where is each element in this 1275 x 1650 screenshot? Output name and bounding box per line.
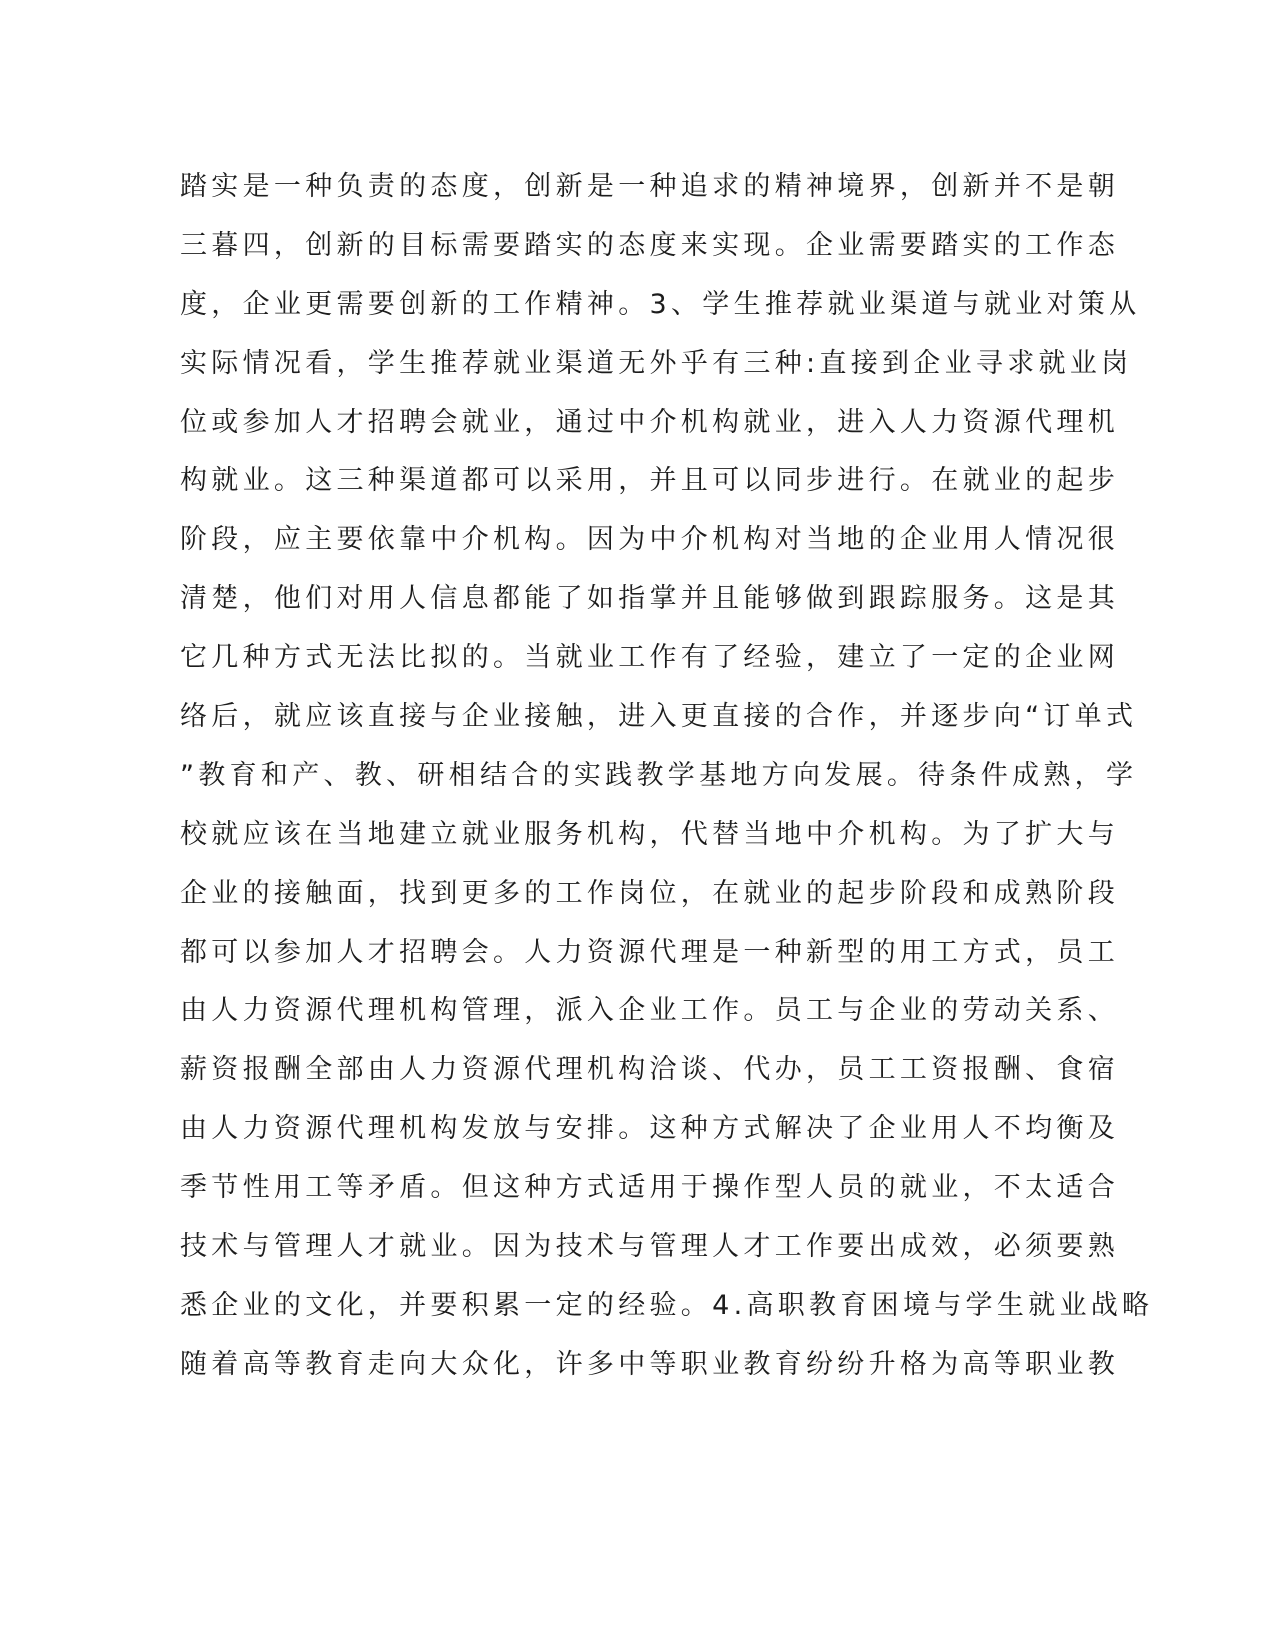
text-line: 度，企业更需要创新的工作精神。3、学生推荐就业渠道与就业对策从	[180, 288, 1141, 320]
text-line: 构就业。这三种渠道都可以采用，并且可以同步进行。在就业的起步	[180, 465, 1119, 497]
text-line: 它几种方式无法比拟的。当就业工作有了经验，建立了一定的企业网	[180, 642, 1119, 674]
text-line: 季节性用工等矛盾。但这种方式适用于操作型人员的就业，不太适合	[180, 1172, 1119, 1204]
text-line: ”教育和产、教、研相结合的实践教学基地方向发展。待条件成熟，学	[180, 759, 1138, 791]
text-line: 实际情况看，学生推荐就业渠道无外乎有三种:直接到企业寻求就业岗	[180, 347, 1133, 379]
text-line: 随着高等教育走向大众化，许多中等职业教育纷纷升格为高等职业教	[180, 1348, 1119, 1380]
text-line: 技术与管理人才就业。因为技术与管理人才工作要出成效，必须要熟	[180, 1231, 1119, 1263]
body-text	[180, 158, 1154, 1395]
text-line: 悉企业的文化，并要积累一定的经验。4.高职教育困境与学生就业战略	[180, 1289, 1154, 1321]
text-line: 阶段，应主要依靠中介机构。因为中介机构对当地的企业用人情况很	[180, 524, 1119, 556]
text-line: 清楚，他们对用人信息都能了如指掌并且能够做到跟踪服务。这是其	[180, 583, 1119, 615]
text-line: 企业的接触面，找到更多的工作岗位，在就业的起步阶段和成熟阶段	[180, 877, 1119, 909]
text-line: 三暮四，创新的目标需要踏实的态度来实现。企业需要踏实的工作态	[180, 229, 1119, 261]
text-line: 由人力资源代理机构管理，派入企业工作。员工与企业的劳动关系、	[180, 995, 1119, 1027]
text-line: 由人力资源代理机构发放与安排。这种方式解决了企业用人不均衡及	[180, 1113, 1119, 1145]
text-line: 校就应该在当地建立就业服务机构，代替当地中介机构。为了扩大与	[180, 818, 1119, 850]
text-line: 薪资报酬全部由人力资源代理机构洽谈、代办，员工工资报酬、食宿	[180, 1054, 1119, 1086]
text-line: 踏实是一种负责的态度，创新是一种追求的精神境界，创新并不是朝	[180, 171, 1119, 202]
text-line: 都可以参加人才招聘会。人力资源代理是一种新型的用工方式，员工	[180, 936, 1119, 968]
text-line: 位或参加人才招聘会就业，通过中介机构就业，进入人力资源代理机	[180, 406, 1119, 438]
text-line: 络后，就应该直接与企业接触，进入更直接的合作，并逐步向“订单式	[180, 701, 1138, 733]
